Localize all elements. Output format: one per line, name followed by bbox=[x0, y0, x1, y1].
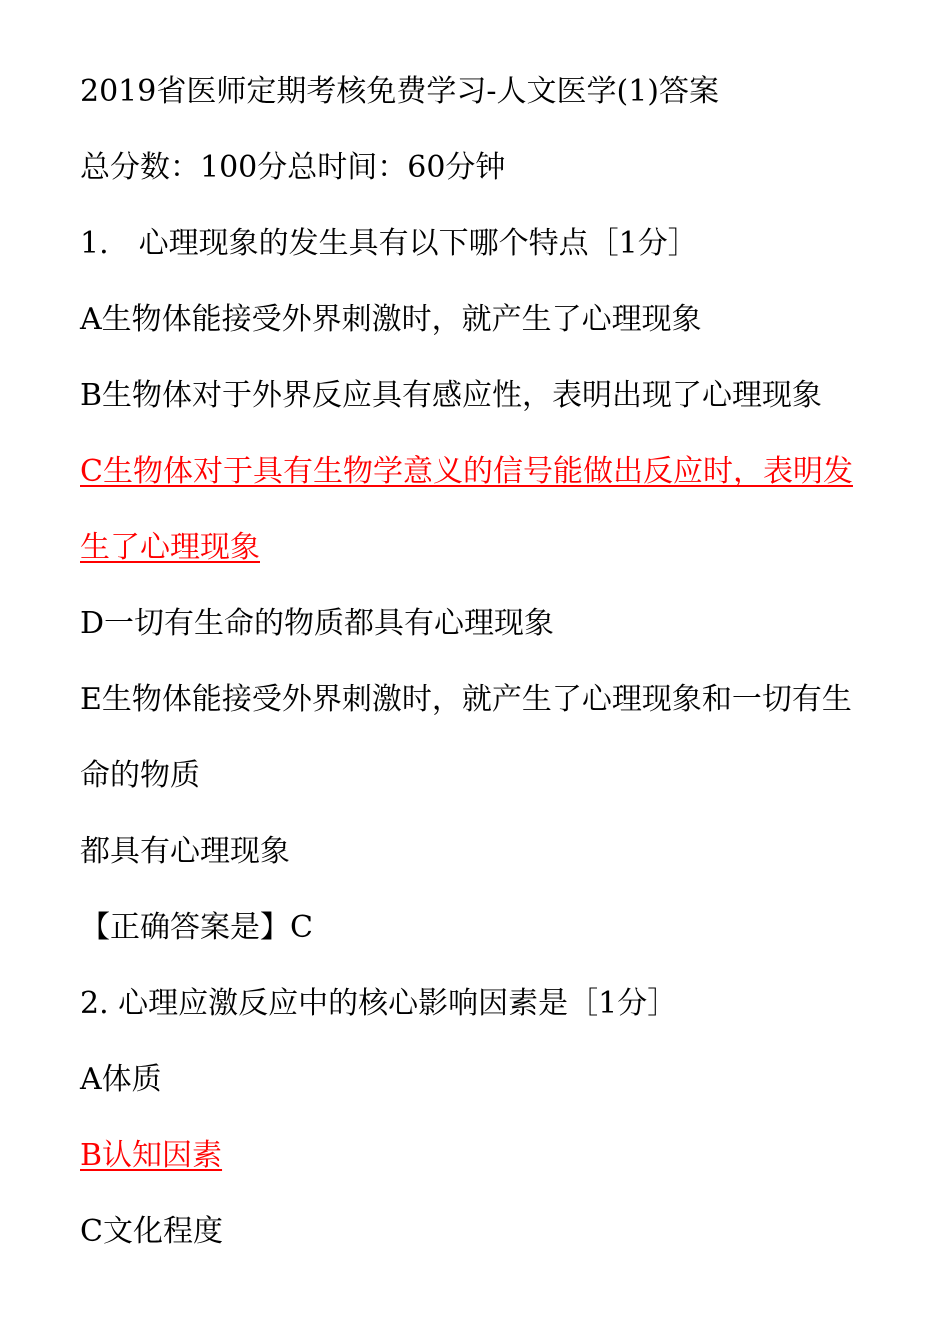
question-2-option-c: C文化程度 bbox=[80, 1214, 223, 1249]
document-page bbox=[80, 54, 880, 1270]
question-1-option-d: D一切有生命的物质都具有心理现象 bbox=[80, 606, 555, 641]
question-1-header: 1. 心理现象的发生具有以下哪个特点［1分］ bbox=[80, 226, 698, 261]
question-1-option-a: A生物体能接受外界刺激时，就产生了心理现象 bbox=[80, 302, 702, 337]
question-1-option-c-correct bbox=[80, 434, 880, 510]
question-1-option-e: E生物体能接受外界刺激时，就产生了心理现象和一切有生 bbox=[80, 682, 852, 717]
question-1 bbox=[80, 206, 880, 966]
question-2-option-b-correct bbox=[80, 1118, 880, 1194]
question-1-option-e-continued: 都具有心理现象 bbox=[80, 834, 290, 869]
question-1-option-c-continued bbox=[80, 510, 880, 586]
correct-option-text: 生了心理现象 bbox=[80, 530, 260, 565]
question-2 bbox=[80, 966, 880, 1270]
correct-option-text: B认知因素 bbox=[80, 1138, 223, 1173]
exam-summary: 总分数：100分总时间：60分钟 bbox=[80, 150, 506, 185]
correct-option-text: C生物体对于具有生物学意义的信号能做出反应时，表明发 bbox=[80, 454, 853, 489]
question-2-option-a: A体质 bbox=[80, 1062, 162, 1097]
question-1-answer: 【正确答案是】C bbox=[80, 910, 313, 945]
question-1-option-b: B生物体对于外界反应具有感应性，表明出现了心理现象 bbox=[80, 378, 823, 413]
document-title: 2019省医师定期考核免费学习-人文医学(1)答案 bbox=[80, 74, 719, 109]
question-1-option-e-continued: 命的物质 bbox=[80, 758, 200, 793]
question-2-header: 2. 心理应激反应中的核心影响因素是［1分］ bbox=[80, 986, 678, 1021]
